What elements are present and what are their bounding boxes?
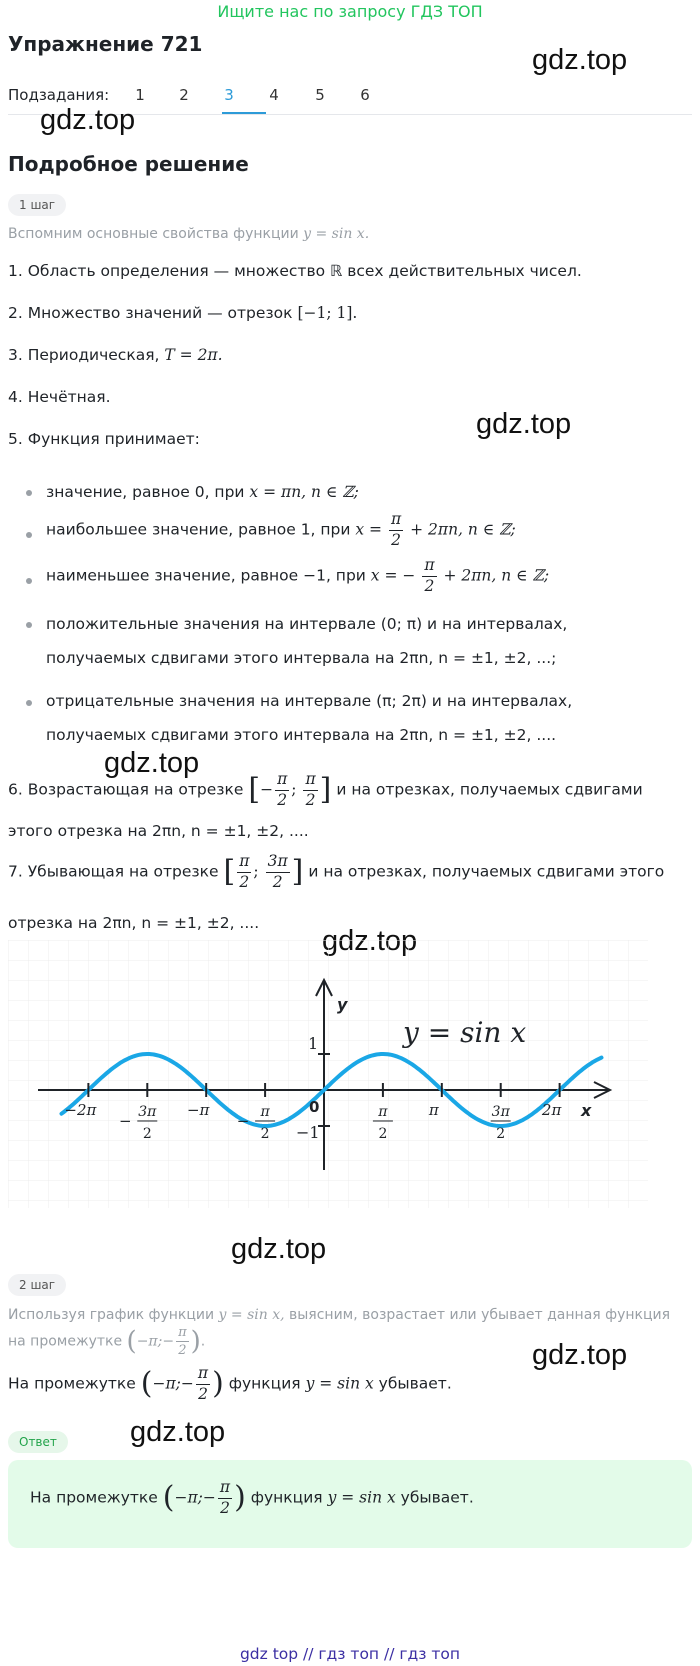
x-tick-numerator: π [378,1104,388,1120]
step2-text-line2: на промежутке (−π;− $\frac{\pi}{2}$ ). [8,1325,206,1358]
bullet-dot [26,490,32,496]
page-title: Упражнение 721 [8,32,203,56]
property-4: 4. Нечётная. [8,388,111,406]
property-7-line2: отрезка на 2πn, n = ±1, ±2, .... [8,914,260,932]
property-6-line1: 6. Возрастающая на отрезке [− $\frac{\pi}{2}$ ; $\frac{\pi}{2}$ ] и на отрезках, получаемых сдвигами [8,770,643,809]
x-tick-denominator: 2 [142,1126,152,1142]
x-axis-label: x [581,1101,592,1120]
footer-links[interactable]: gdz top // гдз топ // гдз топ [239,1645,461,1663]
step1-intro: Вспомним основные свойства функции y = sin x. [8,226,370,242]
x-tick-denominator: 2 [496,1126,506,1142]
bullet-max: наибольшее значение, равное 1, при x = $\frac{\pi}{2}$ + 2πn, n ∈ ℤ; [46,510,516,549]
x-tick-label: π [428,1101,439,1119]
bullet-negative-line2: получаемых сдвигами этого интервала на 2πn, n = ±1, ±2, .... [46,726,557,744]
bullet-dot [26,622,32,628]
x-tick-sign: − [118,1112,132,1130]
tab-subtask-4[interactable]: 4 [269,86,279,104]
step-badge: 1 шаг [8,194,66,216]
y-tick-1: 1 [308,1034,319,1053]
watermark: gdz.top [130,1416,226,1448]
x-tick-label: 2π [541,1101,562,1119]
top-banner-link[interactable]: Ищите нас по запросу ГДЗ ТОП [217,2,483,21]
bullet-negative-line1: отрицательные значения на интервале (π; 2π) и на интервалах, [46,692,573,710]
bullet-positive-line1: положительные значения на интервале (0; π) и на интервалах, [46,615,568,633]
tab-subtask-3[interactable]: 3 [224,86,234,104]
watermark: gdz.top [40,104,136,136]
answer-text: На промежутке (−π;− $\frac{\pi}{2}$ ) функция y = sin x убывает. [30,1478,474,1517]
origin-label: 0 [309,1098,320,1116]
bullet-dot [26,700,32,706]
property-5: 5. Функция принимает: [8,430,200,448]
property-1: 1. Область определения — множество ℝ всех действительных чисел. [8,262,582,280]
property-6-line2: этого отрезка на 2πn, n = ±1, ±2, .... [8,822,309,840]
watermark: gdz.top [532,44,628,76]
bullet-min: наименьшее значение, равное −1, при x = − $\frac{\pi}{2}$ + 2πn, n ∈ ℤ; [46,556,550,595]
x-tick-sign: − [236,1112,250,1130]
x-tick-denominator: 2 [260,1126,270,1142]
section-heading: Подробное решение [8,152,249,176]
step2-conclusion: На промежутке (−π;− $\frac{\pi}{2}$ ) функция y = sin x убывает. [8,1364,452,1403]
x-tick-numerator: 3π [491,1104,510,1120]
watermark: gdz.top [231,1233,327,1265]
x-tick-numerator: 3π [138,1104,157,1120]
tab-subtask-5[interactable]: 5 [315,86,325,104]
property-2: 2. Множество значений — отрезок [−1; 1]. [8,304,358,322]
x-tick-denominator: 2 [378,1126,388,1142]
tab-subtask-2[interactable]: 2 [179,86,189,104]
step2-text-line1: Используя график функции y = sin x, выясним, возрастает или убывает данная функция [8,1307,671,1323]
x-tick-label: −π [186,1101,210,1119]
bullet-dot [26,578,32,584]
x-tick-label: −2π [64,1101,97,1119]
watermark: gdz.top [532,1339,628,1371]
property-3: 3. Периодическая, T = 2π. [8,346,223,364]
y-tick-minus-1: −1 [296,1123,320,1142]
tab-subtask-6[interactable]: 6 [360,86,370,104]
answer-badge: Ответ [8,1431,68,1453]
bullet-positive-line2: получаемых сдвигами этого интервала на 2πn, n = ±1, ±2, ...; [46,649,557,667]
x-tick-numerator: π [260,1104,270,1120]
graph-function-label: y = sin x [403,1016,527,1049]
step-badge: 2 шаг [8,1274,66,1296]
property-7-line1: 7. Убывающая на отрезке [ $\frac{\pi}{2}$ ; $\frac{3\pi}{2}$ ] и на отрезках, получаемых сдвигами этого [8,852,665,891]
y-axis-label: y [337,995,348,1014]
watermark: gdz.top [476,408,572,440]
watermark: gdz.top [104,747,200,779]
subtasks-label: Подзадания: [8,86,110,104]
sine-graph [8,940,648,1208]
bullet-dot [26,532,32,538]
tab-subtask-1[interactable]: 1 [135,86,145,104]
bullet-zero: значение, равное 0, при x = πn, n ∈ ℤ; [46,483,359,501]
